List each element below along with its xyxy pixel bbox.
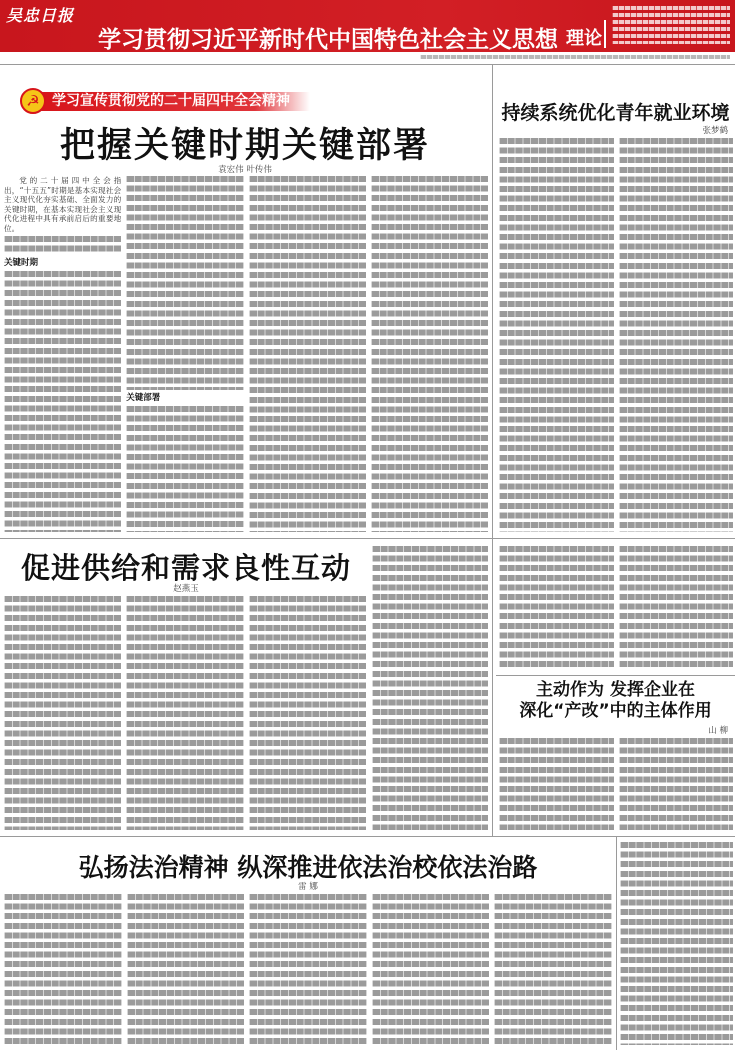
article-lead: 党的二十届四中全会指出，“十五五”时期是基本实现社会主义现代化夯实基础、全面发力的关键时期，在基本实现社会主义现代化进程中具有承前启后的重要地位。 (4, 176, 122, 233)
article-headline: 持续系统优化青年就业环境 (501, 102, 730, 124)
text-column (494, 894, 612, 1045)
party-emblem-icon (20, 88, 46, 114)
article-subhead: 关键时期 (4, 257, 39, 268)
page-banner-title: 学习贯彻习近平新时代中国特色社会主义思想 (98, 27, 558, 53)
article-body (499, 138, 733, 532)
editor-credits-text (420, 55, 730, 63)
headline-line: 深化“产改”中的主体作用 (519, 701, 712, 721)
topic-ribbon: 学习宣传贯彻党的二十届四中全会精神 (34, 92, 310, 111)
text-column (126, 596, 243, 830)
section-name: 理论 (566, 28, 602, 49)
section-rule (496, 675, 735, 676)
article-byline: 山 柳 (708, 726, 728, 736)
text-column (619, 738, 734, 830)
text-column (619, 546, 734, 670)
article-byline: 张梦鹤 (702, 126, 728, 136)
text-column (4, 176, 121, 532)
article-subhead: 关键部署 (126, 393, 161, 403)
text-block (126, 176, 243, 390)
text-column (372, 894, 490, 1045)
text-column (371, 176, 488, 532)
text-column (499, 738, 614, 830)
article-headline: 把握关键时期关键部署 (59, 126, 430, 166)
article-body (4, 894, 612, 1045)
text-column (499, 138, 614, 532)
column-rule (492, 64, 493, 836)
text-column (619, 138, 734, 532)
section-rule (0, 836, 735, 837)
text-column (372, 546, 488, 830)
article-body (4, 176, 488, 532)
text-column (249, 596, 366, 830)
article-headline: 促进供给和需求良性互动 (20, 551, 351, 585)
masthead-divider (604, 20, 606, 48)
text-block (4, 236, 121, 255)
text-column (249, 176, 366, 532)
text-column (4, 894, 122, 1045)
text-column (127, 894, 245, 1045)
text-column (249, 894, 367, 1045)
column-rule (616, 836, 617, 1050)
header-rule (0, 64, 735, 65)
article-byline: 赵燕玉 (173, 584, 199, 594)
article-headline (496, 680, 735, 722)
article-body-continued (499, 546, 733, 670)
text-block (4, 271, 121, 532)
issue-info-text (612, 6, 730, 44)
text-column (126, 176, 243, 532)
article-headline: 弘扬法治精神 纵深推进依法治校依法治路 (78, 853, 538, 882)
text-column (499, 546, 614, 670)
newspaper-logo: 吴忠日报 (6, 6, 75, 25)
text-block (126, 406, 243, 532)
text-column (4, 596, 121, 830)
article-byline: 袁宏伟 叶传伟 (218, 165, 272, 175)
headline-line: 主动作为 发挥企业在 (536, 680, 695, 700)
text-column (620, 842, 733, 1045)
section-rule (0, 538, 735, 539)
article-body (4, 596, 366, 830)
article-body (499, 738, 733, 830)
article-byline: 雷 娜 (298, 882, 318, 892)
